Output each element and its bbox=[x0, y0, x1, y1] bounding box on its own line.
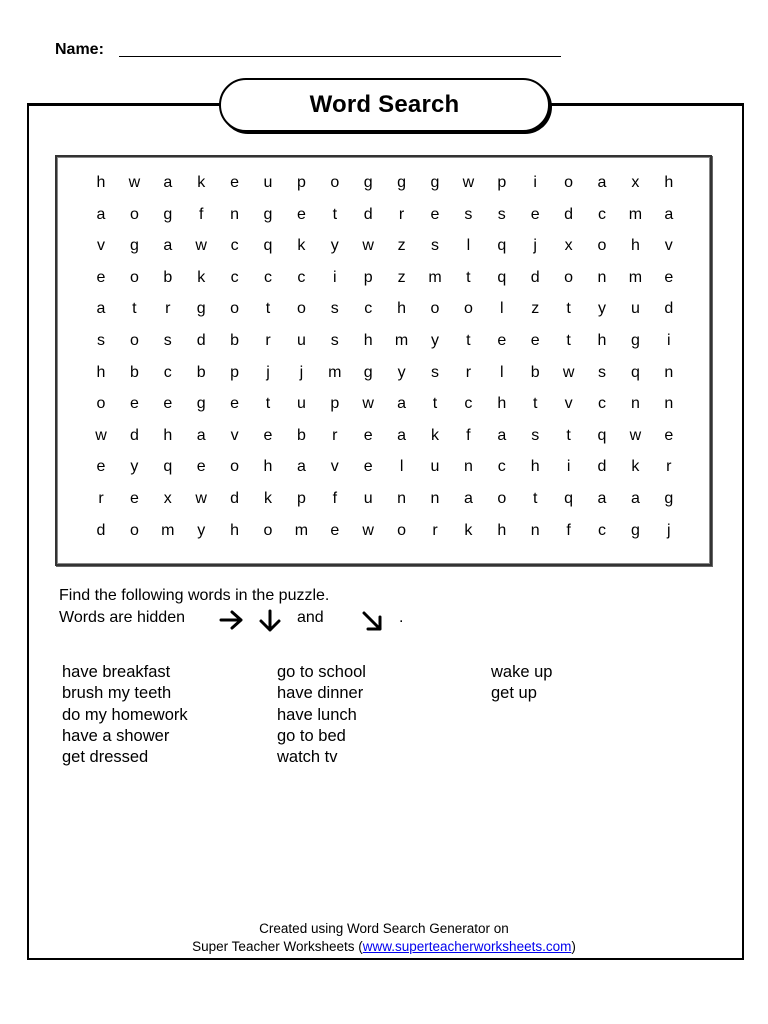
grid-letter[interactable]: y bbox=[130, 458, 139, 476]
grid-letter[interactable]: o bbox=[397, 521, 407, 539]
grid-letter[interactable]: h bbox=[230, 521, 240, 539]
grid-letter[interactable]: n bbox=[430, 490, 440, 507]
grid-letter[interactable]: b bbox=[530, 363, 540, 381]
footer-line-1: Created using Word Search Generator on bbox=[259, 921, 509, 936]
grid-letter[interactable]: e bbox=[430, 205, 440, 223]
grid-letter[interactable]: h bbox=[363, 332, 373, 349]
grid-letter[interactable]: h bbox=[96, 363, 106, 381]
grid-letter[interactable]: d bbox=[363, 205, 373, 223]
grid-letter[interactable]: i bbox=[566, 458, 571, 476]
grid-letter[interactable]: a bbox=[163, 174, 173, 191]
grid-letter[interactable]: f bbox=[332, 490, 338, 507]
grid-letter[interactable]: a bbox=[630, 490, 640, 507]
grid-letter[interactable]: t bbox=[265, 395, 271, 413]
grid-letter[interactable]: o bbox=[263, 521, 273, 539]
grid-letter[interactable]: s bbox=[330, 300, 339, 318]
word-item: have breakfast bbox=[62, 663, 171, 681]
grid-letter[interactable]: h bbox=[96, 174, 106, 191]
word-item: brush my teeth bbox=[62, 684, 172, 703]
grid-letter[interactable]: a bbox=[463, 490, 473, 507]
grid-letter[interactable]: e bbox=[664, 268, 674, 286]
grid-letter[interactable]: d bbox=[664, 300, 674, 318]
grid-letter[interactable]: n bbox=[463, 458, 473, 476]
grid-letter[interactable]: w bbox=[95, 426, 107, 444]
grid-letter[interactable]: n bbox=[397, 490, 407, 507]
grid-letter[interactable]: k bbox=[464, 521, 473, 539]
grid-letter[interactable]: t bbox=[566, 332, 571, 349]
word-list-column-2 bbox=[277, 662, 366, 768]
grid-letter[interactable]: e bbox=[230, 174, 240, 191]
grid-letter[interactable]: k bbox=[631, 458, 640, 476]
grid-letter[interactable]: t bbox=[432, 395, 438, 413]
grid-letter[interactable]: q bbox=[564, 490, 574, 507]
arrow-down-right-icon bbox=[360, 609, 386, 633]
grid-letter[interactable]: o bbox=[463, 300, 473, 318]
grid-letter[interactable]: q bbox=[263, 237, 273, 255]
grid-letter[interactable]: n bbox=[230, 205, 240, 223]
grid-letter[interactable]: g bbox=[363, 363, 373, 381]
arrow-right-icon bbox=[218, 609, 246, 631]
grid-letter[interactable]: i bbox=[333, 268, 337, 286]
word-list-column-3 bbox=[491, 662, 552, 705]
grid-letter[interactable]: v bbox=[564, 395, 573, 413]
grid-letter[interactable]: p bbox=[296, 174, 306, 191]
grid-letter[interactable]: w bbox=[562, 363, 575, 381]
grid-letter[interactable]: e bbox=[96, 458, 106, 476]
grid-letter[interactable]: h bbox=[497, 395, 507, 413]
grid-letter[interactable]: k bbox=[297, 237, 306, 255]
grid-letter[interactable]: x bbox=[163, 490, 172, 507]
grid-letter[interactable]: a bbox=[397, 395, 407, 413]
grid-letter[interactable]: c bbox=[598, 521, 606, 539]
name-blank-line[interactable] bbox=[119, 56, 561, 57]
grid-letter[interactable]: g bbox=[630, 521, 640, 539]
grid-letter[interactable]: o bbox=[230, 458, 240, 476]
grid-letter[interactable]: a bbox=[196, 426, 206, 444]
grid-letter[interactable]: s bbox=[97, 332, 105, 349]
word-item: wake up bbox=[491, 663, 553, 681]
grid-letter[interactable]: e bbox=[530, 205, 540, 223]
grid-letter[interactable]: f bbox=[566, 521, 571, 539]
grid-letter[interactable]: z bbox=[397, 268, 406, 286]
grid-letter[interactable]: r bbox=[98, 490, 104, 507]
grid-letter[interactable]: g bbox=[397, 174, 407, 191]
grid-letter[interactable]: g bbox=[664, 490, 674, 507]
grid-letter[interactable]: b bbox=[163, 268, 173, 286]
grid-letter[interactable]: q bbox=[597, 426, 607, 444]
grid-letter[interactable]: c bbox=[230, 268, 239, 286]
grid-letter[interactable]: l bbox=[500, 300, 504, 318]
grid-letter[interactable]: s bbox=[163, 332, 172, 349]
grid-letter[interactable]: c bbox=[264, 268, 272, 286]
grid-letter[interactable]: s bbox=[431, 237, 439, 255]
grid-letter[interactable]: e bbox=[497, 332, 507, 349]
grid-letter[interactable]: t bbox=[566, 300, 571, 318]
grid-letter[interactable]: r bbox=[265, 332, 271, 349]
grid-letter[interactable]: n bbox=[597, 268, 607, 286]
grid-letter[interactable]: s bbox=[330, 332, 339, 349]
grid-letter[interactable]: m bbox=[294, 521, 309, 539]
grid-letter[interactable]: w bbox=[195, 490, 207, 507]
grid-letter[interactable]: e bbox=[196, 458, 206, 476]
grid-letter[interactable]: h bbox=[597, 332, 607, 349]
grid-letter[interactable]: w bbox=[195, 237, 207, 255]
grid-letter[interactable]: a bbox=[597, 174, 607, 191]
grid-letter[interactable]: t bbox=[566, 426, 571, 444]
grid-letter[interactable]: g bbox=[163, 205, 173, 223]
grid-letter[interactable]: m bbox=[428, 268, 442, 286]
grid-letter[interactable]: r bbox=[332, 426, 338, 444]
grid-letter[interactable]: o bbox=[230, 300, 240, 318]
grid-letter[interactable]: y bbox=[431, 332, 439, 349]
grid-letter[interactable]: h bbox=[530, 458, 540, 476]
grid-letter[interactable]: w bbox=[128, 174, 141, 191]
grid-letter[interactable]: n bbox=[664, 363, 674, 381]
grid-letter[interactable]: v bbox=[230, 426, 239, 444]
grid-letter[interactable]: c bbox=[497, 458, 506, 476]
grid-letter[interactable]: d bbox=[597, 458, 607, 476]
grid-letter[interactable]: d bbox=[129, 426, 139, 444]
grid-letter[interactable]: c bbox=[598, 395, 606, 413]
grid-letter[interactable]: m bbox=[394, 332, 409, 349]
grid-letter[interactable]: o bbox=[330, 174, 340, 191]
grid-letter[interactable]: t bbox=[332, 205, 338, 223]
footer-prefix: Super Teacher Worksheets ( bbox=[192, 939, 363, 954]
grid-letter[interactable]: k bbox=[431, 426, 439, 444]
grid-letter[interactable]: g bbox=[129, 237, 139, 255]
grid-letter[interactable]: c bbox=[163, 363, 172, 381]
grid-letter[interactable]: s bbox=[598, 363, 606, 381]
grid-letter[interactable]: j bbox=[533, 237, 537, 255]
grid-letter[interactable]: c bbox=[464, 395, 473, 413]
grid-letter[interactable]: v bbox=[664, 237, 673, 255]
grid-letter[interactable]: m bbox=[628, 268, 643, 286]
page-title: Word Search bbox=[309, 91, 460, 118]
grid-letter[interactable]: w bbox=[462, 174, 475, 191]
grid-letter[interactable]: r bbox=[398, 205, 405, 223]
grid-letter[interactable]: r bbox=[666, 458, 672, 476]
grid-letter[interactable]: p bbox=[296, 490, 306, 507]
grid-letter[interactable]: e bbox=[363, 426, 373, 444]
grid-letter[interactable]: j bbox=[667, 521, 671, 539]
grid-letter[interactable]: a bbox=[163, 237, 173, 255]
grid-letter[interactable]: t bbox=[532, 490, 538, 507]
grid-letter[interactable]: d bbox=[564, 205, 574, 223]
grid-letter[interactable]: o bbox=[129, 268, 139, 286]
grid-letter[interactable]: e bbox=[129, 395, 139, 413]
grid-letter[interactable]: s bbox=[531, 426, 540, 444]
grid-letter[interactable]: p bbox=[230, 363, 240, 381]
grid-letter[interactable]: p bbox=[363, 268, 373, 286]
name-row bbox=[55, 40, 565, 62]
grid-letter[interactable]: y bbox=[397, 363, 406, 381]
footer-link[interactable]: www.superteacherworksheets.com bbox=[362, 939, 572, 954]
grid-letter[interactable]: z bbox=[397, 237, 406, 255]
footer-line-2 bbox=[0, 938, 768, 956]
grid-letter[interactable]: w bbox=[362, 521, 374, 539]
grid-letter[interactable]: h bbox=[263, 458, 273, 476]
word-item: have lunch bbox=[277, 705, 357, 724]
grid-letter[interactable]: y bbox=[330, 237, 339, 255]
grid-letter[interactable]: o bbox=[129, 521, 139, 539]
grid-letter[interactable]: u bbox=[630, 300, 640, 318]
grid-letter[interactable]: m bbox=[628, 205, 643, 223]
grid-letter[interactable]: w bbox=[629, 426, 642, 444]
grid-letter[interactable]: c bbox=[598, 205, 606, 223]
word-list-column-1 bbox=[62, 662, 188, 768]
word-item: do my homework bbox=[62, 705, 188, 724]
grid-letter[interactable]: i bbox=[533, 174, 537, 191]
arrow-down-icon bbox=[257, 609, 283, 633]
grid-letter[interactable]: g bbox=[630, 332, 640, 349]
grid-letter[interactable]: w bbox=[362, 237, 374, 255]
grid-letter[interactable]: o bbox=[497, 490, 507, 507]
instruction-line-2: Words are hidden bbox=[59, 609, 185, 626]
grid-letter[interactable]: k bbox=[197, 174, 206, 191]
grid-letter[interactable]: i bbox=[667, 332, 671, 349]
grid-letter[interactable]: y bbox=[598, 300, 606, 318]
grid-letter[interactable]: o bbox=[296, 300, 306, 318]
grid-letter[interactable]: t bbox=[265, 300, 271, 318]
grid-letter[interactable]: b bbox=[296, 426, 306, 444]
grid-letter[interactable]: o bbox=[96, 395, 106, 413]
grid-letter[interactable]: a bbox=[597, 490, 607, 507]
grid-letter[interactable]: e bbox=[96, 268, 106, 286]
grid-letter[interactable]: o bbox=[430, 300, 440, 318]
grid-letter[interactable]: a bbox=[96, 205, 106, 223]
grid-letter[interactable]: u bbox=[263, 174, 273, 191]
grid-letter[interactable]: s bbox=[431, 363, 439, 381]
grid-letter[interactable]: r bbox=[432, 521, 438, 539]
grid-letter[interactable]: z bbox=[531, 300, 540, 318]
grid-letter[interactable]: v bbox=[97, 237, 105, 255]
grid-letter[interactable]: o bbox=[564, 174, 574, 191]
grid-letter[interactable]: x bbox=[564, 237, 573, 255]
grid-letter[interactable]: t bbox=[132, 300, 137, 318]
grid-letter[interactable]: u bbox=[430, 458, 440, 476]
grid-letter[interactable]: k bbox=[197, 268, 206, 286]
grid-letter[interactable]: h bbox=[497, 521, 507, 539]
grid-letter[interactable]: n bbox=[664, 395, 674, 413]
grid-letter[interactable]: g bbox=[196, 395, 206, 413]
grid-letter[interactable]: e bbox=[296, 205, 306, 223]
grid-letter[interactable]: h bbox=[163, 426, 173, 444]
grid-letter[interactable]: r bbox=[465, 363, 472, 381]
grid-letter[interactable]: p bbox=[497, 174, 507, 191]
grid-letter[interactable]: x bbox=[631, 174, 640, 191]
grid-letter[interactable]: p bbox=[330, 395, 340, 413]
grid-letter[interactable]: h bbox=[397, 300, 407, 318]
grid-letter[interactable]: m bbox=[161, 521, 175, 539]
grid-letter[interactable]: h bbox=[630, 237, 640, 255]
period-label: . bbox=[399, 609, 404, 626]
word-item: go to bed bbox=[277, 726, 346, 745]
title-banner bbox=[219, 78, 550, 132]
word-item: get dressed bbox=[62, 748, 149, 767]
grid-letter[interactable]: e bbox=[129, 490, 139, 507]
word-item: get up bbox=[491, 684, 537, 703]
grid-letter[interactable]: o bbox=[564, 268, 574, 286]
grid-letter[interactable]: e bbox=[163, 395, 173, 413]
word-item: have a shower bbox=[62, 726, 170, 745]
grid-letter[interactable]: d bbox=[96, 521, 106, 539]
grid-letter[interactable]: e bbox=[330, 521, 340, 539]
grid-letter[interactable]: r bbox=[165, 300, 171, 318]
grid-letter[interactable]: e bbox=[263, 426, 273, 444]
name-label: Name: bbox=[55, 41, 104, 58]
grid-letter[interactable]: o bbox=[597, 237, 607, 255]
grid-letter[interactable]: o bbox=[129, 205, 139, 223]
grid-letter[interactable]: a bbox=[664, 205, 674, 223]
grid-letter[interactable]: j bbox=[299, 363, 304, 381]
grid-letter[interactable]: d bbox=[530, 268, 540, 286]
grid-letter[interactable]: u bbox=[296, 395, 306, 413]
grid-letter[interactable]: u bbox=[363, 490, 373, 507]
grid-letter[interactable]: q bbox=[497, 268, 507, 286]
grid-letter[interactable]: w bbox=[362, 395, 374, 413]
grid-letter[interactable]: j bbox=[266, 363, 270, 381]
grid-letter[interactable]: t bbox=[466, 268, 471, 286]
and-label: and bbox=[297, 609, 324, 626]
grid-letter[interactable]: b bbox=[129, 363, 139, 381]
grid-letter[interactable]: l bbox=[500, 363, 504, 381]
grid-letter[interactable]: g bbox=[263, 205, 273, 223]
word-item: have dinner bbox=[277, 684, 364, 703]
grid-letter[interactable]: a bbox=[397, 426, 407, 444]
grid-letter[interactable]: h bbox=[664, 174, 674, 191]
grid-letter[interactable]: n bbox=[630, 395, 640, 413]
grid-letter[interactable]: t bbox=[532, 395, 538, 413]
grid-letter[interactable]: t bbox=[466, 332, 471, 349]
grid-letter[interactable]: b bbox=[196, 363, 206, 381]
grid-letter[interactable]: e bbox=[230, 395, 240, 413]
grid-letter[interactable]: q bbox=[630, 363, 640, 381]
grid-letter[interactable]: g bbox=[363, 174, 373, 191]
grid-letter[interactable]: a bbox=[497, 426, 507, 444]
grid-letter[interactable]: c bbox=[297, 268, 306, 286]
grid-letter[interactable]: a bbox=[296, 458, 306, 476]
grid-letter[interactable]: s bbox=[497, 205, 506, 223]
word-item: go to school bbox=[277, 663, 366, 681]
grid-letter[interactable]: e bbox=[530, 332, 540, 349]
word-item: watch tv bbox=[277, 748, 338, 767]
grid-letter[interactable]: c bbox=[230, 237, 239, 255]
grid-letter[interactable]: e bbox=[363, 458, 373, 476]
grid-letter[interactable]: k bbox=[264, 490, 272, 507]
grid-letter[interactable]: a bbox=[96, 300, 106, 318]
grid-letter[interactable]: f bbox=[466, 426, 471, 444]
grid-letter[interactable]: f bbox=[198, 205, 204, 223]
footer-credit bbox=[0, 920, 768, 956]
instruction-line-1: Find the following words in the puzzle. bbox=[59, 587, 330, 604]
grid-letter[interactable]: v bbox=[330, 458, 339, 476]
grid-letter[interactable]: g bbox=[196, 300, 206, 318]
grid-letter[interactable]: o bbox=[129, 332, 139, 349]
grid-letter[interactable]: c bbox=[364, 300, 373, 318]
grid-letter[interactable]: u bbox=[296, 332, 306, 349]
grid-letter[interactable]: g bbox=[430, 174, 440, 191]
grid-letter[interactable]: d bbox=[230, 490, 240, 507]
grid-letter[interactable]: e bbox=[664, 426, 674, 444]
grid-letter[interactable]: q bbox=[497, 237, 507, 255]
grid-letter[interactable]: l bbox=[399, 458, 404, 476]
grid-letter[interactable]: b bbox=[230, 332, 240, 349]
grid-letter[interactable]: q bbox=[163, 458, 173, 476]
grid-letter[interactable]: m bbox=[328, 363, 342, 381]
footer-suffix: ) bbox=[571, 939, 576, 954]
grid-letter[interactable]: n bbox=[530, 521, 540, 539]
grid-letter[interactable]: y bbox=[197, 521, 206, 539]
grid-letter[interactable]: s bbox=[464, 205, 473, 223]
grid-letter[interactable]: d bbox=[196, 332, 206, 349]
grid-letter[interactable]: l bbox=[466, 237, 471, 255]
